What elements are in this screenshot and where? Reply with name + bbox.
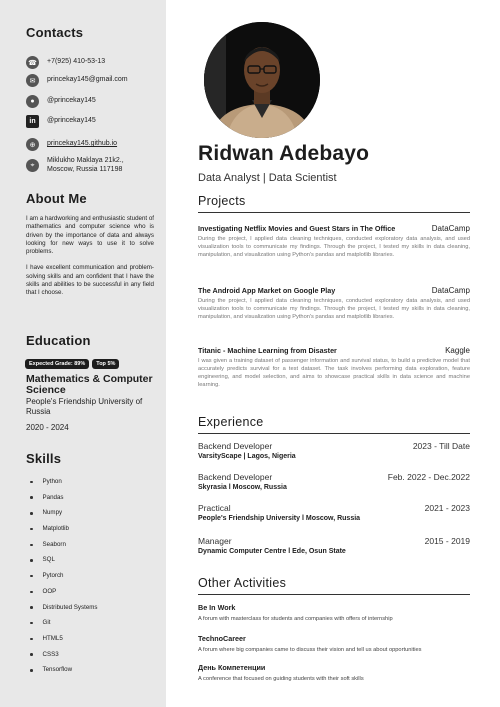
skills-list	[30, 478, 98, 682]
projects-heading: Projects	[198, 194, 246, 208]
education-badges	[25, 359, 119, 369]
website-link[interactable]: princekay145.github.io	[47, 140, 118, 148]
skill-item: Git	[30, 619, 98, 635]
job-dates: 2021 - 2023	[424, 503, 470, 513]
skill-item: Tensorflow	[30, 666, 98, 682]
project-title: Investigating Netflix Movies and Guest Stars in The Office	[198, 224, 396, 233]
linkedin-text[interactable]: @princekay145	[47, 117, 96, 125]
activity-description: A forum where big companies came to discuss their vision and tell us about opportunities	[198, 647, 422, 653]
project-description: During the project, I applied data cleaning techniques, conducted exploratory data analysis, and used visualization tools to communicate my findings. Through the project, I tested my skills in data cleaning, manipulation, and visualization using Python's pandas and matplotlib libraries.	[198, 236, 470, 258]
education-years: 2020 - 2024	[26, 423, 69, 432]
project-item	[198, 286, 470, 322]
profile-photo	[204, 22, 320, 138]
skill-item: Python	[30, 478, 98, 494]
activity-description: A forum with masterclass for students and companies with offers of internship	[198, 616, 393, 622]
main-content	[166, 0, 500, 707]
skill-item: Distributed Systems	[30, 604, 98, 620]
phone-icon: ☎	[26, 56, 39, 69]
person-name: Ridwan Adebayo	[198, 142, 370, 165]
contact-website[interactable]	[26, 138, 117, 151]
project-item	[198, 224, 470, 260]
activity-title: Be In Work	[198, 603, 236, 612]
project-description: I was given a training dataset of passenger information and survival status, to build a predictive model that accurately predicts survival for a test dataset. The task involves performing data exploration, feature engineering, and model selection, and aims to showcase practical skills in data science and machine learning.	[198, 358, 470, 388]
about-paragraph-1: I am a hardworking and enthusiastic student of mathematics and computer science who is driven by the importance of data and always looking for new ways to use it to solve problems.	[26, 215, 154, 256]
job-dates: 2015 - 2019	[424, 536, 470, 546]
job-role: Practical	[198, 503, 231, 513]
degree-title: Mathematics & Computer Science	[26, 373, 153, 396]
skill-item: SQL	[30, 556, 98, 572]
globe-icon: ⊕	[26, 138, 39, 151]
job-organization: People's Friendship University l Moscow, Russia	[198, 515, 361, 522]
job-organization: Skyrasia l Moscow, Russia	[198, 484, 287, 491]
school-name: People's Friendship University of Russia	[26, 397, 143, 416]
contact-github[interactable]	[26, 95, 96, 108]
project-source: Kaggle	[445, 346, 470, 355]
experience-item	[198, 536, 470, 555]
contact-email[interactable]	[26, 74, 128, 87]
skill-item: CSS3	[30, 651, 98, 667]
activity-description: A conference that focused on guiding students with their soft skills	[198, 676, 364, 682]
job-role: Backend Developer	[198, 472, 273, 482]
activity-item	[198, 663, 470, 682]
skills-heading: Skills	[26, 451, 62, 466]
address-line-1: Miklukho Maklaya 21k2.,	[47, 157, 124, 164]
activities-heading: Other Activities	[198, 576, 287, 590]
job-dates: Feb. 2022 - Dec.2022	[387, 472, 470, 482]
activities-divider	[198, 594, 470, 595]
project-title: Titanic - Machine Learning from Disaster	[198, 346, 337, 355]
address-text	[47, 157, 124, 174]
grade-badge: Expected Grade: 89%	[25, 359, 89, 369]
address-line-2: Moscow, Russia 117198	[47, 165, 123, 173]
skill-item: Matplotlib	[30, 525, 98, 541]
experience-item	[198, 503, 470, 522]
job-organization: VarsityScape | Lagos, Nigeria	[198, 453, 296, 460]
experience-heading: Experience	[198, 415, 264, 429]
education-heading: Education	[26, 333, 91, 348]
location-icon: ⌖	[26, 159, 39, 172]
contact-address	[26, 157, 124, 174]
mail-icon: ✉	[26, 74, 39, 87]
project-item	[198, 346, 470, 390]
experience-item	[198, 472, 470, 491]
contacts-heading: Contacts	[26, 25, 84, 40]
github-icon: ●	[26, 95, 39, 108]
github-text[interactable]: @princekay145	[47, 97, 96, 105]
about-text	[26, 215, 154, 298]
skill-item: Numpy	[30, 509, 98, 525]
skill-item: Pytorch	[30, 572, 98, 588]
job-role: Backend Developer	[198, 441, 273, 451]
contact-linkedin[interactable]	[26, 115, 96, 128]
activity-item	[198, 634, 470, 653]
project-title: The Android App Market on Google Play	[198, 286, 336, 295]
skill-item: Pandas	[30, 494, 98, 510]
activity-item	[198, 603, 470, 622]
person-subtitle: Data Analyst | Data Scientist	[198, 172, 337, 184]
about-heading: About Me	[26, 191, 87, 206]
activity-title: День Компетенции	[198, 663, 266, 672]
email-text[interactable]: princekay145@gmail.com	[47, 76, 128, 84]
about-paragraph-2: I have excellent communication and problem-solving skills and am confident that I have the skills and abilities to be successful in any field that I choose.	[26, 264, 154, 297]
contact-phone	[26, 56, 105, 69]
experience-item	[198, 441, 470, 460]
rank-badge: Top 5%	[92, 359, 119, 369]
activity-title: TechnoCareer	[198, 634, 246, 643]
experience-divider	[198, 433, 470, 434]
project-description: During the project, I applied data cleaning techniques, conducted exploratory data analysis, and used visualization tools to communicate my findings. Through the project, I tested my skills in data cleaning, manipulation, and visualization using Python's pandas and matplotlib libraries.	[198, 298, 470, 320]
projects-divider	[198, 212, 470, 213]
project-source: DataCamp	[431, 286, 470, 295]
phone-text: +7(925) 410-53-13	[47, 58, 106, 66]
skill-item: Seaborn	[30, 541, 98, 557]
skill-item: HTML5	[30, 635, 98, 651]
job-dates: 2023 - Till Date	[412, 441, 470, 451]
job-organization: Dynamic Computer Centre l Ede, Osun State	[198, 548, 346, 555]
project-source: DataCamp	[431, 224, 470, 233]
job-role: Manager	[198, 536, 232, 546]
sidebar	[0, 0, 166, 707]
skill-item: OOP	[30, 588, 98, 604]
linkedin-icon: in	[26, 115, 39, 128]
